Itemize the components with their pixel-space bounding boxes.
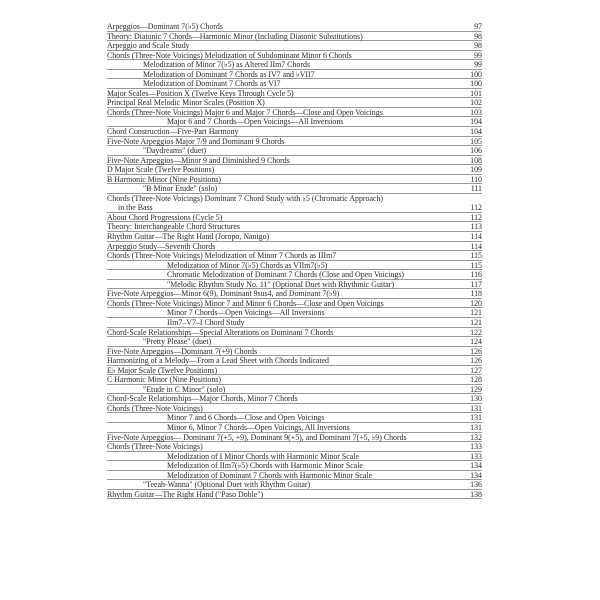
toc-entry-page: 111 xyxy=(470,184,482,194)
toc-entry xyxy=(107,98,482,108)
toc-entry xyxy=(107,213,482,223)
toc-entry-title: Melodization of Dominant 7 Chords as VI7 xyxy=(143,79,281,89)
toc-entry xyxy=(107,146,482,156)
toc-entry-title: Chords (Three-Note Voicings) Melodization of Minor 7 Chords as IIIm7 xyxy=(107,251,337,261)
toc-entry xyxy=(107,251,482,261)
toc-entry-title: B Harmonic Minor (Nine Positions) xyxy=(107,174,221,184)
toc-entry xyxy=(107,117,482,127)
toc-entry xyxy=(107,452,482,462)
toc-entry-title: "Teeah-Wanna" (Optional Duet with Rhythm Guitar) xyxy=(143,480,311,490)
toc-entry-page: 112 xyxy=(470,203,482,213)
toc-entry xyxy=(107,318,482,328)
toc-entry-page: 97 xyxy=(474,22,482,31)
toc-entry-page: 126 xyxy=(470,356,482,366)
toc-entry-page: 131 xyxy=(470,403,482,413)
toc-entry xyxy=(107,289,482,299)
toc-entry-title: Arpeggios—Dominant 7(♭5) Chords xyxy=(107,22,223,31)
toc-entry-title: Chords (Three-Note Voicings) xyxy=(107,403,203,413)
toc-entry-page: 115 xyxy=(470,260,482,270)
toc-entry-page: 102 xyxy=(470,98,482,108)
toc-entry-page: 101 xyxy=(470,88,482,98)
toc-entry xyxy=(107,194,482,204)
toc-entry-title: Chords (Three-Note Voicings) Minor 7 and Minor 6 Chords—Close and Open Voicings xyxy=(107,298,384,308)
toc-entry-page: 98 xyxy=(474,41,482,51)
toc-entry-title: C Harmonic Minor (Nine Positions) xyxy=(107,375,221,385)
toc-entry-title: About Chord Progressions (Cycle 5) xyxy=(107,212,223,222)
toc-entry-title: D Major Scale (Twelve Positions) xyxy=(107,165,215,175)
toc-entry-page: 100 xyxy=(470,69,482,79)
toc-entry-page: 124 xyxy=(470,337,482,347)
toc-entry-page: 114 xyxy=(470,232,482,242)
toc-entry-page: 106 xyxy=(470,146,482,156)
toc-entry-title: Chord-Scale Relationships—Major Chords, Minor 7 Chords xyxy=(107,394,298,404)
toc-entry-title: "Etude in C Minor" (solo) xyxy=(143,384,226,394)
toc-entry-title: Minor 7 Chords—Open Voicings—All Inversions xyxy=(167,308,325,318)
toc-entry-title: Minor 7 and 6 Chords—Close and Open Voicings xyxy=(167,413,325,423)
toc-entry-page: 131 xyxy=(470,422,482,432)
toc-entry-title: Arpeggio Study—Seventh Chords xyxy=(107,241,216,251)
toc-entry xyxy=(107,127,482,137)
toc-entry-title: Melodization of IIm7(♭5) Chords with Harmonic Minor Scale xyxy=(167,461,363,471)
toc-entry-page: 138 xyxy=(470,489,482,499)
toc-entry xyxy=(107,308,482,318)
toc-entry-page: 100 xyxy=(470,79,482,89)
toc-entry xyxy=(107,137,482,147)
toc-entry-title: "Melodic Rhythm Study No. 11" (Optional Duet with Rhythmic Guitar) xyxy=(167,279,395,289)
toc-entry-title: Chord Construction—Five-Part Harmony xyxy=(107,127,239,137)
toc-entry xyxy=(107,328,482,338)
toc-entry xyxy=(107,70,482,80)
toc-entry-page: 116 xyxy=(470,270,482,280)
toc-entry-page: 126 xyxy=(470,346,482,356)
toc-entry-page: 120 xyxy=(470,298,482,308)
toc-entry xyxy=(107,60,482,70)
toc-entry-title: Rhythm Guitar—The Right Hand (Joropo, Nanigo) xyxy=(107,232,270,242)
toc-entry-title: Minor 6, Minor 7 Chords—Open Voicings, All Inversions xyxy=(167,422,350,432)
toc-entry xyxy=(107,280,482,290)
toc-entry-title: in the Bass xyxy=(118,203,153,213)
toc-entry-title: Five-Note Arpeggios—Minor 9 and Diminished 9 Chords xyxy=(107,155,290,165)
toc-entry-title: Rhythm Guitar—The Right Hand ("Paso Doble") xyxy=(107,489,264,499)
toc-entry xyxy=(107,413,482,423)
toc-entry xyxy=(107,490,482,500)
toc-entry xyxy=(107,347,482,357)
toc-entry-title: "B Minor Etude" (solo) xyxy=(143,184,218,194)
toc-entry xyxy=(107,461,482,471)
toc-entry-title: "Daydreams" (duet) xyxy=(143,146,207,156)
toc-entry-page: 129 xyxy=(470,384,482,394)
toc-entry xyxy=(107,175,482,185)
toc-entry-title: Arpeggio and Scale Study xyxy=(107,41,190,51)
toc-entry-page: 110 xyxy=(470,174,482,184)
toc-entry xyxy=(107,41,482,51)
toc-entry-title: Melodization of Dominant 7 Chords with Harmonic Minor Scale xyxy=(167,470,373,480)
toc-entry-title: IIm7–V7–I Chord Study xyxy=(167,317,245,327)
toc-entry-title: Melodization of Minor 7(♭5) Chords as VIIm7(♭5) xyxy=(167,260,328,270)
toc-entry-title: Theory: Diatonic 7 Chords—Harmonic Minor (Including Diatonic Substitutions) xyxy=(107,31,363,41)
toc-entry-page: 104 xyxy=(470,127,482,137)
toc-entry xyxy=(107,79,482,89)
toc-entry-title: Melodization of I Minor Chords with Harmonic Minor Scale xyxy=(167,451,359,461)
toc-entry-title: Melodization of Dominant 7 Chords as IV7 and ♭VII7 xyxy=(143,69,315,79)
toc-entry xyxy=(107,442,482,452)
toc-entry-page: 117 xyxy=(470,279,482,289)
toc-entry-title: Chords (Three-Note Voicings) xyxy=(107,442,203,452)
toc-entry xyxy=(107,156,482,166)
toc-entry xyxy=(107,108,482,118)
toc-entry-page: 134 xyxy=(470,470,482,480)
toc-entry xyxy=(107,261,482,271)
toc-entry-page: 122 xyxy=(470,327,482,337)
toc-entry xyxy=(107,356,482,366)
toc-entry-title: Harmonizing of a Melody—From a Lead Sheet with Chords Indicated xyxy=(107,356,329,366)
toc-entry-page: 121 xyxy=(470,308,482,318)
toc-entry xyxy=(107,423,482,433)
toc-entry-title: Chord-Scale Relationships—Special Alterations on Dominant 7 Chords xyxy=(107,327,334,337)
toc-entry-page: 133 xyxy=(470,451,482,461)
toc-entry xyxy=(107,184,482,194)
toc-entry-page: 133 xyxy=(470,442,482,452)
toc-entry-title: Chords (Three-Note Voicings) Major 6 and Major 7 Chords—Close and Open Voicings xyxy=(107,107,383,117)
toc-entry xyxy=(107,165,482,175)
table-of-contents xyxy=(107,22,482,499)
toc-entry-title: Chromatic Melodization of Dominant 7 Chords (Close and Open Voicings) xyxy=(167,270,405,280)
toc-entry xyxy=(107,366,482,376)
toc-entry-title: Chords (Three-Note Voicings) Melodization of Subdominant Minor 6 Chords xyxy=(107,50,352,60)
toc-entry-page: 109 xyxy=(470,165,482,175)
toc-entry-page: 98 xyxy=(474,31,482,41)
toc-entry-page: 136 xyxy=(470,480,482,490)
toc-entry-title: Theory: Interchangeable Chord Structures xyxy=(107,222,240,232)
toc-entry xyxy=(107,480,482,490)
toc-entry xyxy=(107,222,482,232)
toc-entry xyxy=(107,375,482,385)
toc-entry xyxy=(107,385,482,395)
toc-entry-page: 112 xyxy=(470,212,482,222)
toc-entry-title: Five-Note Arpeggios— Dominant 7(+5, +9), Dominant 9(+5), and Dominant 7(+5, ♭9) Chords xyxy=(107,432,407,442)
toc-entry xyxy=(107,51,482,61)
toc-entry xyxy=(107,337,482,347)
toc-entry-page: 132 xyxy=(470,432,482,442)
toc-entry xyxy=(107,232,482,242)
toc-entry xyxy=(107,471,482,481)
toc-entry-title: Major Scales—Position X (Twelve Keys Through Cycle 5) xyxy=(107,88,294,98)
toc-entry xyxy=(107,203,482,213)
toc-entry-title: Principal Real Melodic Minor Scales (Position X) xyxy=(107,98,265,108)
toc-entry-page: 128 xyxy=(470,375,482,385)
toc-entry xyxy=(107,394,482,404)
toc-entry-page: 115 xyxy=(470,251,482,261)
toc-entry xyxy=(107,299,482,309)
toc-entry-page: 99 xyxy=(474,50,482,60)
toc-entry-title: Five-Note Arpeggios—Dominant 7(+9) Chords xyxy=(107,346,258,356)
toc-entry-page: 104 xyxy=(470,117,482,127)
toc-entry xyxy=(107,22,482,32)
toc-entry xyxy=(107,404,482,414)
toc-entry-page: 105 xyxy=(470,136,482,146)
toc-entry-title: "Pretty Please" (duet) xyxy=(143,337,212,347)
toc-entry-title: Five-Note Arpeggios—Minor 6(9), Dominant 9sus4, and Dominant 7(♭9) xyxy=(107,289,340,299)
toc-entry-page: 127 xyxy=(470,365,482,375)
toc-entry-page: 121 xyxy=(470,317,482,327)
toc-entry xyxy=(107,242,482,252)
toc-entry xyxy=(107,89,482,99)
toc-entry-title: Melodization of Minor 7(♭5) as Altered IIm7 Chords xyxy=(143,60,310,70)
toc-entry-page: 113 xyxy=(470,222,482,232)
toc-entry-page: 99 xyxy=(474,60,482,70)
toc-entry-page: 130 xyxy=(470,394,482,404)
toc-entry xyxy=(107,433,482,443)
toc-entry xyxy=(107,32,482,42)
toc-entry-page: 134 xyxy=(470,461,482,471)
toc-entry-title: Major 6 and 7 Chords—Open Voicings—All Inversions xyxy=(167,117,344,127)
toc-entry-title: Five-Note Arpeggios Major 7/9 and Dominant 9 Chords xyxy=(107,136,285,146)
toc-entry-page: 103 xyxy=(470,107,482,117)
toc-entry-page: 114 xyxy=(470,241,482,251)
toc-entry-page: 118 xyxy=(470,289,482,299)
toc-entry xyxy=(107,270,482,280)
toc-entry-page: 108 xyxy=(470,155,482,165)
toc-entry-page: 131 xyxy=(470,413,482,423)
toc-entry-title: E♭ Major Scale (Twelve Positions) xyxy=(107,365,218,375)
toc-entry-title: Chords (Three-Note Voicings) Dominant 7 Chord Study with ♭5 (Chromatic Approach) xyxy=(107,193,384,203)
